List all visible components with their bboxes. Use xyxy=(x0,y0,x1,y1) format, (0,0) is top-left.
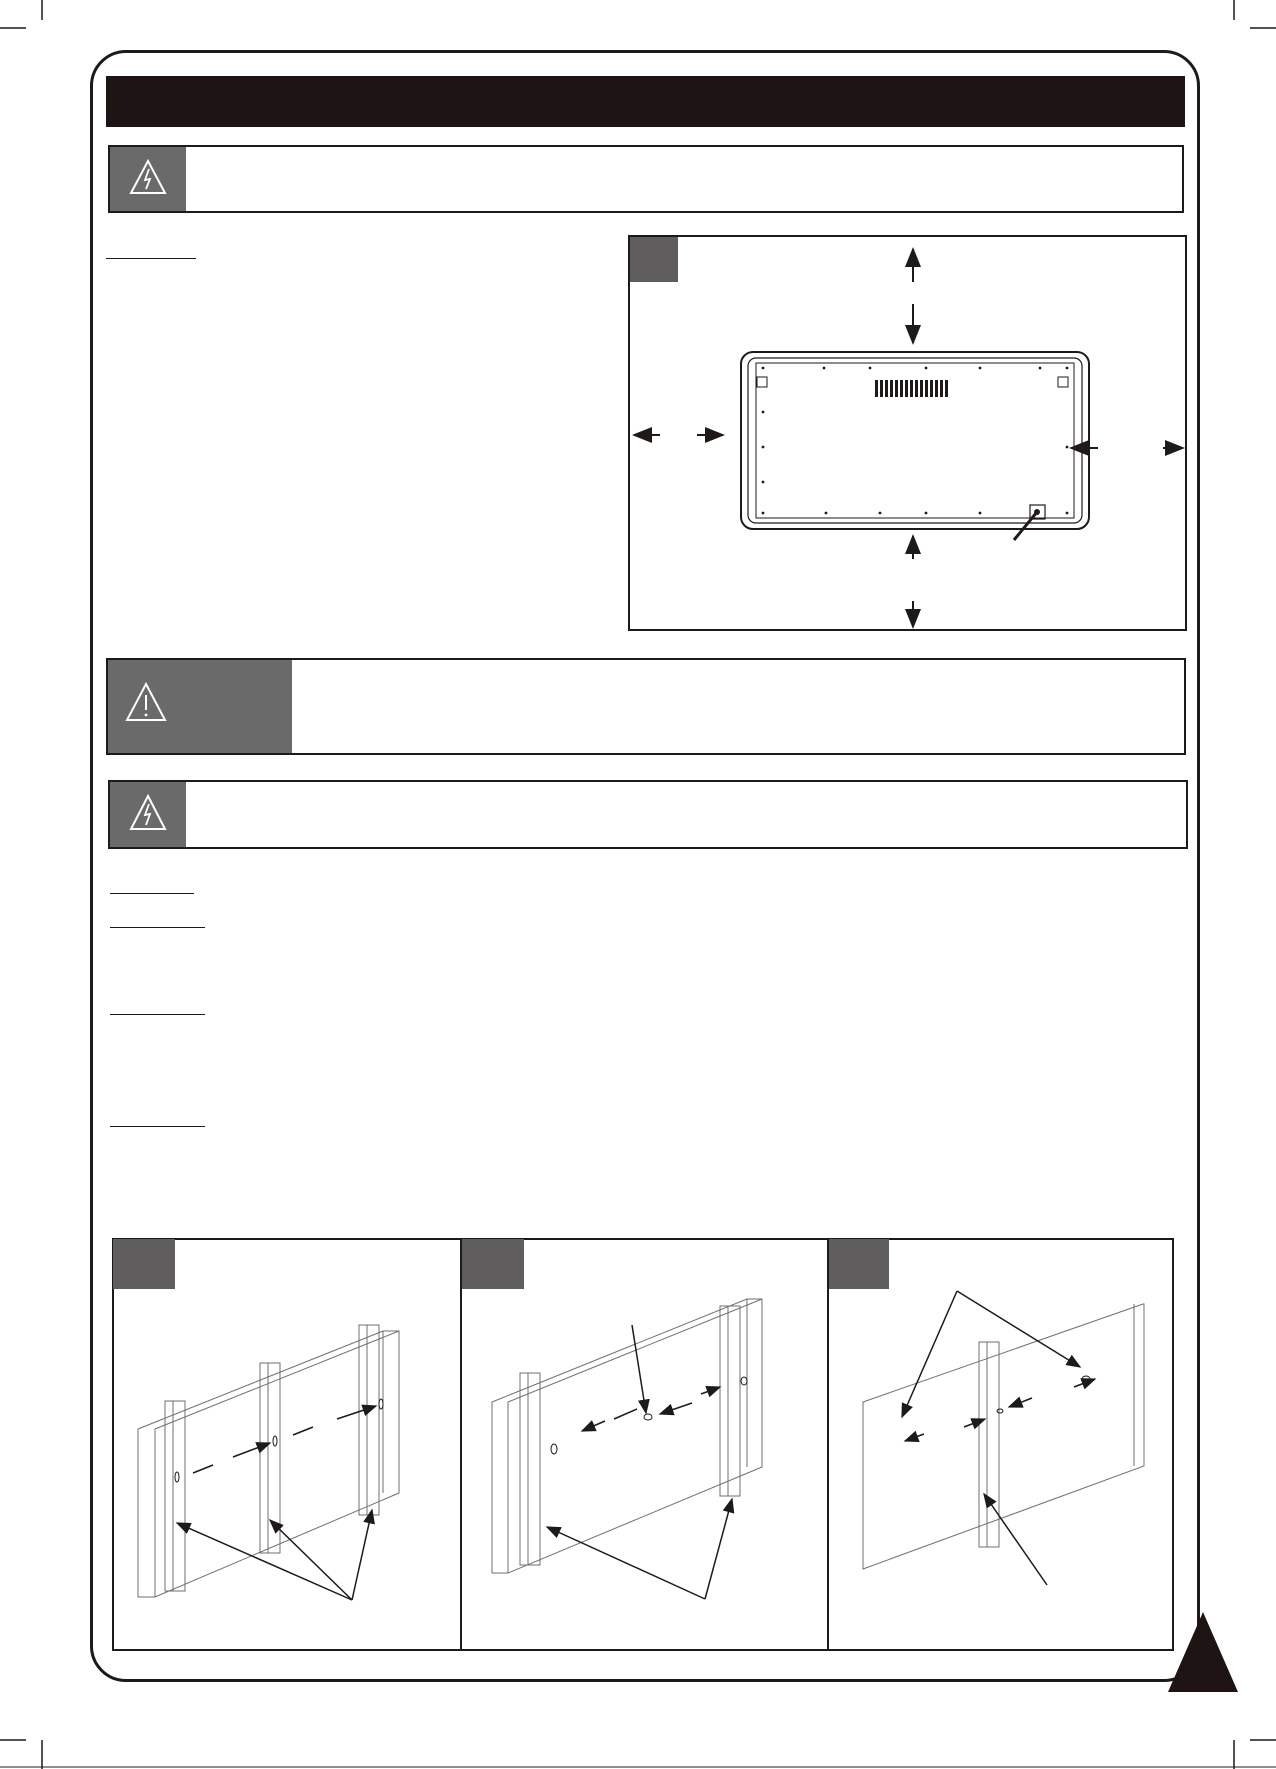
figure-clearance-diagram xyxy=(628,235,1187,631)
figure-three-studs xyxy=(113,1239,462,1650)
caution-warning-box xyxy=(106,658,1186,755)
step-1-heading-underline xyxy=(110,927,205,928)
wall-one-stud-drawing xyxy=(829,1239,1173,1650)
step-2-heading-underline xyxy=(110,1014,205,1015)
figure-one-stud xyxy=(829,1239,1173,1650)
high-voltage-warning-icon xyxy=(110,782,186,847)
step-3-heading-underline xyxy=(110,1126,205,1127)
heater-clearance-drawing xyxy=(630,237,1185,629)
section-heading-underline xyxy=(106,258,196,259)
exclamation-warning-icon xyxy=(108,660,188,753)
high-voltage-warning-icon xyxy=(110,147,186,211)
section-header-bar xyxy=(106,76,1185,127)
wall-two-studs-drawing xyxy=(462,1239,827,1650)
electric-warning-box-bottom xyxy=(108,780,1188,849)
next-page-triangle-icon[interactable] xyxy=(1168,1612,1238,1692)
warning-icon-cell xyxy=(108,660,292,753)
section-heading-underline xyxy=(110,893,194,894)
wall-three-studs-drawing xyxy=(113,1239,460,1650)
warning-icon-cell xyxy=(110,782,186,847)
warning-icon-cell xyxy=(110,147,186,211)
figure-two-studs xyxy=(462,1239,829,1650)
electric-warning-box-top xyxy=(108,145,1184,213)
